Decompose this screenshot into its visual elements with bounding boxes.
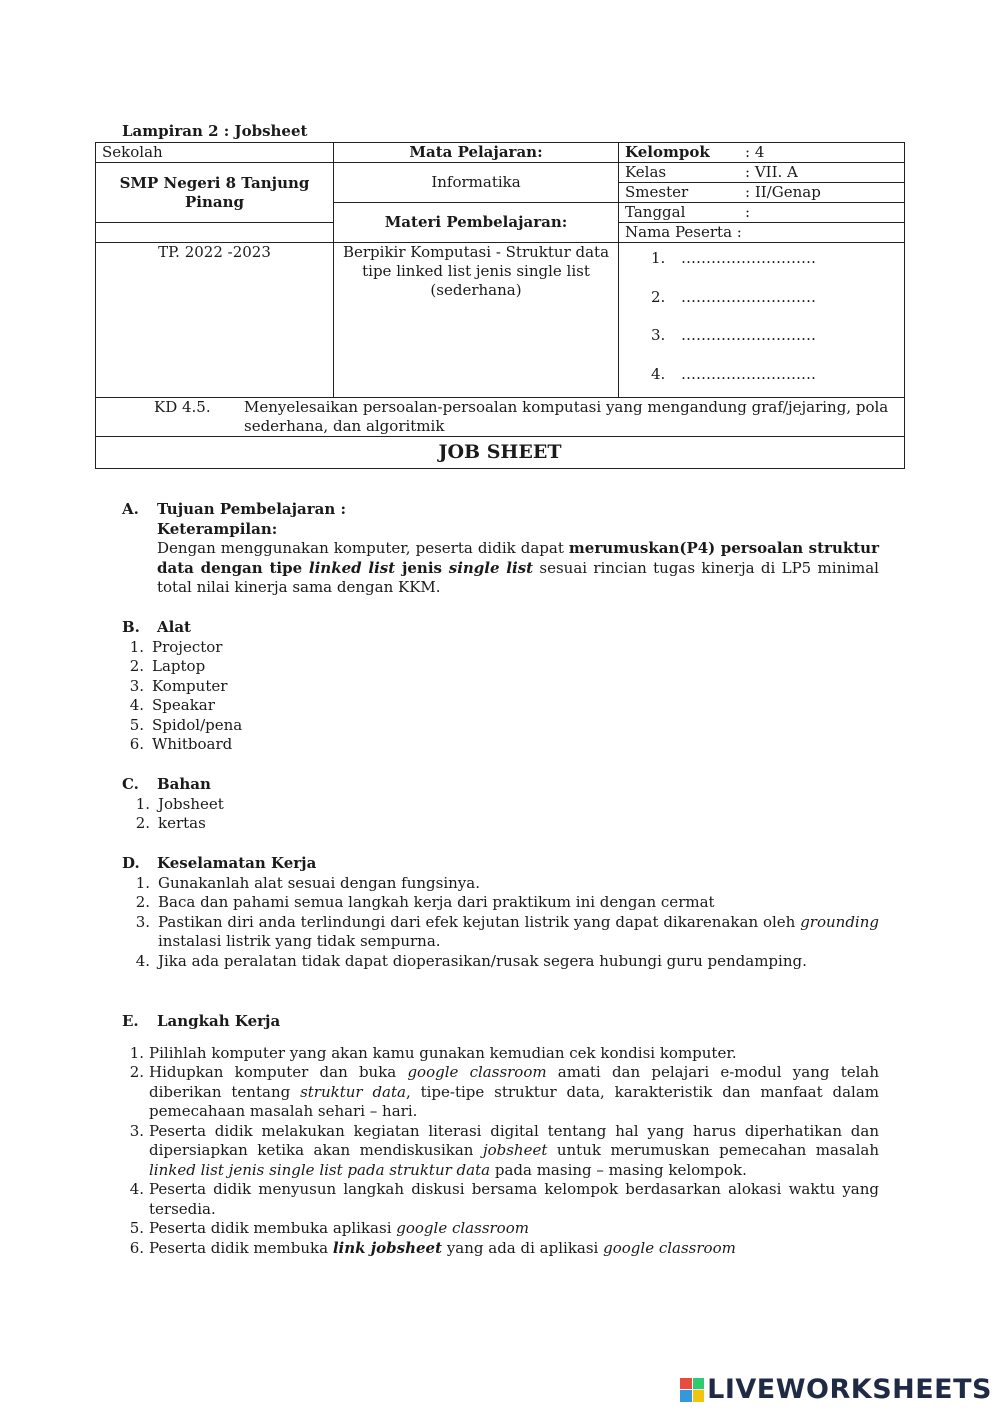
item-number: 6. bbox=[129, 735, 144, 753]
item-number: 1. bbox=[135, 873, 150, 892]
list-item bbox=[122, 735, 879, 755]
item-text bbox=[149, 1063, 879, 1122]
peserta-number: 2. bbox=[651, 287, 666, 306]
item-text-part: pada masing – masing kelompok. bbox=[490, 1160, 747, 1179]
kd-text: Menyelesaikan persoalan-persoalan komputasi yang mengandung graf/jejaring, pola sederhana, dan algoritmik bbox=[244, 398, 889, 435]
section-title: Keselamatan Kerja bbox=[157, 854, 317, 872]
item-number: 6. bbox=[129, 1238, 144, 1257]
item-number: 5. bbox=[129, 1219, 144, 1237]
section-title: Tujuan Pembelajaran : bbox=[157, 500, 347, 518]
materi-label: Materi Pembelajaran: bbox=[334, 203, 619, 243]
section-letter: C. bbox=[122, 775, 139, 793]
liveworksheets-icon bbox=[680, 1378, 704, 1402]
list-item bbox=[122, 638, 879, 658]
item-text-part: Peserta didik membuka bbox=[149, 1238, 333, 1257]
item-number: 2. bbox=[135, 814, 150, 832]
tujuan-paragraph bbox=[157, 539, 879, 598]
brand-text: LIVEWORKSHEETS bbox=[707, 1374, 992, 1405]
tanggal-value: : bbox=[745, 203, 751, 221]
item-text-part: amati dan pelajari e-modul yang telah diberikan tentang bbox=[149, 1063, 879, 1101]
item-text-italic: linked list jenis single list pada struktur data bbox=[149, 1160, 491, 1179]
item-number: 2. bbox=[129, 1063, 144, 1081]
section-letter: B. bbox=[122, 618, 140, 636]
tujuan-bold-italic: single list bbox=[448, 558, 534, 577]
lampiran-title: Lampiran 2 : Jobsheet bbox=[122, 122, 308, 140]
list-item bbox=[128, 1122, 879, 1181]
item-text: kertas bbox=[158, 814, 206, 832]
list-item bbox=[122, 677, 879, 697]
item-number: 1. bbox=[135, 794, 150, 813]
materi-value: Berpikir Komputasi - Struktur data tipe linked list jenis single list (sederhana) bbox=[334, 243, 619, 398]
school-name: SMP Negeri 8 Tanjung Pinang bbox=[96, 163, 334, 223]
kd-code: KD 4.5. bbox=[154, 398, 211, 416]
item-text-italic: google classroom bbox=[603, 1238, 736, 1257]
liveworksheets-logo bbox=[680, 1374, 992, 1405]
section-letter: E. bbox=[122, 1012, 139, 1030]
item-text bbox=[149, 1219, 529, 1239]
list-item bbox=[128, 893, 879, 913]
item-text bbox=[149, 1122, 879, 1181]
list-item bbox=[128, 1219, 879, 1239]
peserta-item bbox=[651, 326, 898, 365]
item-text-part: yang ada di aplikasi bbox=[442, 1238, 604, 1257]
kelompok-value: : 4 bbox=[745, 143, 765, 161]
section-letter: A. bbox=[122, 500, 139, 518]
item-number: 3. bbox=[129, 1121, 144, 1140]
item-number: 4. bbox=[129, 1180, 144, 1198]
item-number: 2. bbox=[135, 893, 150, 911]
peserta-cell bbox=[619, 243, 905, 398]
peserta-number: 1. bbox=[651, 249, 666, 267]
peserta-number: 4. bbox=[651, 364, 666, 383]
section-title: Bahan bbox=[157, 775, 211, 793]
kelompok-label: Kelompok bbox=[625, 143, 710, 161]
item-text-italic: google classroom bbox=[396, 1219, 529, 1237]
item-text bbox=[149, 1239, 736, 1259]
list-item bbox=[128, 1239, 879, 1259]
peserta-blank: ……………………… bbox=[681, 326, 816, 344]
list-item bbox=[128, 874, 879, 894]
peserta-blank: ……………………… bbox=[681, 249, 816, 267]
item-number: 4. bbox=[129, 696, 144, 714]
section-tujuan bbox=[122, 500, 879, 598]
tujuan-text: sesuai rincian tugas kinerja di LP5 minimal total nilai kinerja sama dengan KKM. bbox=[157, 558, 879, 596]
alat-list bbox=[122, 638, 879, 755]
item-number: 1. bbox=[129, 637, 144, 656]
sekolah-label: Sekolah bbox=[96, 143, 334, 163]
item-number: 3. bbox=[135, 912, 150, 931]
section-keselamatan bbox=[122, 854, 879, 971]
item-text: Pilihlah komputer yang akan kamu gunakan kemudian cek kondisi komputer. bbox=[149, 1043, 737, 1062]
item-text-bold-italic: link jobsheet bbox=[332, 1238, 443, 1257]
list-item bbox=[128, 1063, 879, 1122]
tujuan-bold: merumuskan(P4) persoalan struktur data dengan tipe bbox=[157, 539, 879, 577]
item-text-part: Peserta didik melakukan kegiatan literasi digital tentang hal yang harus diperhatikan dan dipersiapkan ketika akan mendiskusikan bbox=[149, 1121, 879, 1159]
mapel-value: Informatika bbox=[334, 163, 619, 203]
section-alat bbox=[122, 618, 879, 755]
item-text-part: Peserta didik membuka aplikasi bbox=[149, 1219, 397, 1237]
list-item bbox=[122, 696, 879, 716]
tanggal-cell bbox=[619, 203, 905, 223]
peserta-item bbox=[651, 365, 898, 384]
item-text-italic: struktur data bbox=[300, 1082, 406, 1101]
item-text: Jika ada peralatan tidak dapat dioperasikan/rusak segera hubungi guru pendamping. bbox=[158, 951, 807, 970]
tanggal-label: Tanggal bbox=[625, 203, 686, 221]
item-text-italic: jobsheet bbox=[482, 1141, 548, 1159]
tujuan-text: Dengan menggunakan komputer, peserta didik dapat bbox=[157, 539, 569, 557]
peserta-item bbox=[651, 249, 898, 288]
semester-cell bbox=[619, 183, 905, 203]
item-text: Projector bbox=[152, 637, 223, 656]
peserta-list bbox=[625, 249, 898, 384]
item-text bbox=[158, 913, 879, 952]
nama-peserta-label: Nama Peserta : bbox=[619, 223, 905, 243]
kelas-cell bbox=[619, 163, 905, 183]
item-text: Gunakanlah alat sesuai dengan fungsinya. bbox=[158, 873, 480, 892]
item-text-part: untuk merumuskan pemecahan masalah bbox=[547, 1141, 879, 1159]
item-number: 5. bbox=[129, 715, 144, 734]
list-item bbox=[128, 814, 879, 834]
list-item bbox=[128, 795, 879, 815]
list-item bbox=[128, 913, 879, 952]
item-text-part: Pastikan diri anda terlindungi dari efek kejutan listrik yang dapat dikarenakan oleh bbox=[158, 912, 801, 931]
item-text: Speakar bbox=[152, 696, 215, 714]
item-text-italic: google classroom bbox=[407, 1063, 547, 1081]
item-text-part: instalasi listrik yang tidak sempurna. bbox=[158, 932, 441, 950]
peserta-blank: ……………………… bbox=[681, 287, 816, 306]
list-item bbox=[122, 657, 879, 677]
peserta-item bbox=[651, 288, 898, 327]
kelas-value: : VII. A bbox=[745, 163, 798, 181]
peserta-number: 3. bbox=[651, 326, 666, 344]
item-text: Jobsheet bbox=[158, 794, 224, 813]
kd-cell bbox=[96, 398, 905, 437]
tahun-pelajaran: TP. 2022 -2023 bbox=[96, 243, 334, 398]
item-number: 1. bbox=[129, 1043, 144, 1062]
item-text: Whitboard bbox=[152, 735, 233, 753]
bahan-list bbox=[128, 795, 879, 834]
section-title: Alat bbox=[157, 618, 191, 636]
item-number: 4. bbox=[135, 951, 150, 970]
item-text: Laptop bbox=[152, 657, 206, 675]
item-text: Spidol/pena bbox=[152, 715, 243, 734]
list-item bbox=[128, 1044, 879, 1064]
item-text: Peserta didik menyusun langkah diskusi bersama kelompok berdasarkan alokasi waktu yang tersedia. bbox=[149, 1180, 879, 1218]
section-subtitle: Keterampilan: bbox=[157, 519, 278, 538]
item-number: 3. bbox=[129, 676, 144, 695]
peserta-blank: ……………………… bbox=[681, 364, 816, 383]
section-title: Langkah Kerja bbox=[157, 1012, 281, 1030]
school-name-spacer bbox=[96, 223, 334, 243]
tujuan-bold: jenis bbox=[395, 558, 449, 577]
item-text-part: Hidupkan komputer dan buka bbox=[149, 1063, 408, 1081]
job-sheet-title: JOB SHEET bbox=[96, 437, 905, 469]
semester-value: : II/Genap bbox=[745, 183, 821, 201]
kelompok-cell bbox=[619, 143, 905, 163]
mapel-label: Mata Pelajaran: bbox=[334, 143, 619, 163]
list-item bbox=[128, 952, 879, 972]
item-text-italic: grounding bbox=[800, 912, 879, 931]
section-bahan bbox=[122, 775, 879, 834]
item-text: Komputer bbox=[152, 676, 228, 695]
item-number: 2. bbox=[129, 657, 144, 675]
tujuan-bold-italic: linked list bbox=[308, 558, 396, 577]
kelas-label: Kelas bbox=[625, 163, 667, 181]
keselamatan-list bbox=[128, 874, 879, 972]
langkah-list bbox=[128, 1044, 879, 1259]
item-text-part: , tipe-tipe struktur data, karakteristik dan manfaat dalam pemecahaan masalah sehari – hari. bbox=[149, 1082, 879, 1120]
section-letter: D. bbox=[122, 854, 140, 872]
semester-label: Smester bbox=[625, 183, 689, 201]
section-langkah-kerja bbox=[122, 1012, 879, 1258]
list-item bbox=[128, 1180, 879, 1219]
header-table bbox=[95, 142, 905, 469]
list-item bbox=[122, 716, 879, 736]
item-text: Baca dan pahami semua langkah kerja dari praktikum ini dengan cermat bbox=[158, 893, 715, 911]
